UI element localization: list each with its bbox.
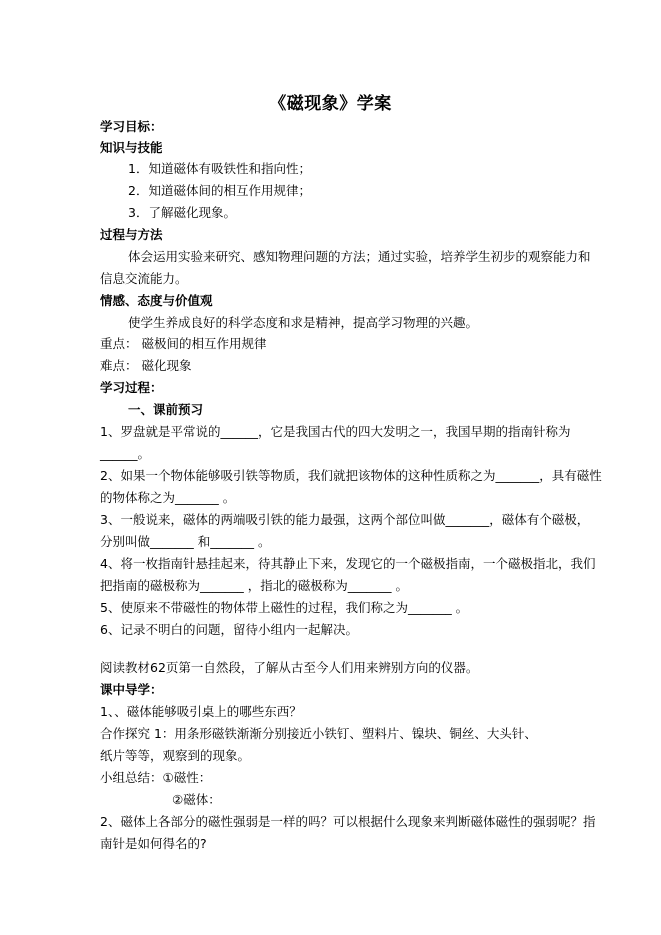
subheading-preview: 一、课前预习 [128,402,204,417]
section-heading-goals: 学习目标： [100,119,163,134]
preview-q1-line-2: ______。 [100,446,151,461]
in-class-q1: 1、、磁体能够吸引桌上的哪些东西？ [100,704,302,719]
attitude-text: 使学生养成良好的科学态度和求是精神，提高学习物理的兴趣。 [128,315,479,330]
reading-instruction: 阅读教材62页第一自然段，了解从古至今人们用来辨别方向的仪器。 [100,660,479,675]
preview-q3-line-2: 分别叫做_______ 和_______ 。 [100,534,271,549]
preview-q5: 5、使原来不带磁性的物体带上磁性的过程，我们称之为_______ 。 [100,600,469,615]
subheading-process-method: 过程与方法 [100,227,163,242]
in-class-q2-line-1: 2、磁体上各部分的磁性强弱是一样的吗？可以根据什么现象来判断磁体磁性的强弱呢？指 [100,814,596,829]
preview-q4-line-2: 把指南的磁极称为_______ ，指北的磁极称为_______ 。 [100,578,408,593]
section-heading-process: 学习过程： [100,380,163,395]
cooperative-inquiry-line-2: 纸片等等，观察到的现象。 [100,748,251,763]
preview-q2-line-2: 的物体称之为_______ 。 [100,490,236,505]
process-text-line-2: 信息交流能力。 [100,271,188,286]
cooperative-inquiry-line-1: 合作探究 1：用条形磁铁渐渐分别接近小铁钉、塑料片、镍块、铜丝、大头针、 [100,726,537,741]
goal-item-2: 2．知道磁体间的相互作用规律； [128,183,311,198]
group-summary-magnet: ②磁体： [172,792,221,807]
key-point: 重点： 磁极间的相互作用规律 [100,336,267,351]
preview-q6: 6、记录不明白的问题，留待小组内一起解决。 [100,622,358,637]
section-heading-in-class: 课中导学： [100,682,163,697]
preview-q1-line-1: 1、罗盘就是平常说的______，它是我国古代的四大发明之一，我国早期的指南针称为 [100,424,571,439]
goal-item-3: 3．了解磁化现象。 [128,205,236,220]
subheading-attitude: 情感、态度与价值观 [100,293,213,308]
process-text-line-1: 体会运用实验来研究、感知物理问题的方法；通过实验，培养学生初步的观察能力和 [128,249,591,264]
preview-q2-line-1: 2、如果一个物体能够吸引铁等物质，我们就把该物体的这种性质称之为_______，具有磁性 [100,468,602,483]
in-class-q2-line-2: 南针是如何得名的? [100,836,207,851]
subheading-knowledge-skills: 知识与技能 [100,140,163,155]
preview-q4-line-1: 4、将一枚指南针悬挂起来，待其静止下来，发现它的一个磁极指南，一个磁极指北，我们 [100,556,596,571]
preview-q3-line-1: 3、一般说来，磁体的两端吸引铁的能力最强，这两个部位叫做_______，磁体有个磁极， [100,512,590,527]
difficult-point: 难点： 磁化现象 [100,358,192,373]
goal-item-1: 1．知道磁体有吸铁性和指向性； [128,161,311,176]
group-summary-magnetism: 小组总结：①磁性： [100,770,212,785]
document-title: 《磁现象》学案 [269,94,392,114]
